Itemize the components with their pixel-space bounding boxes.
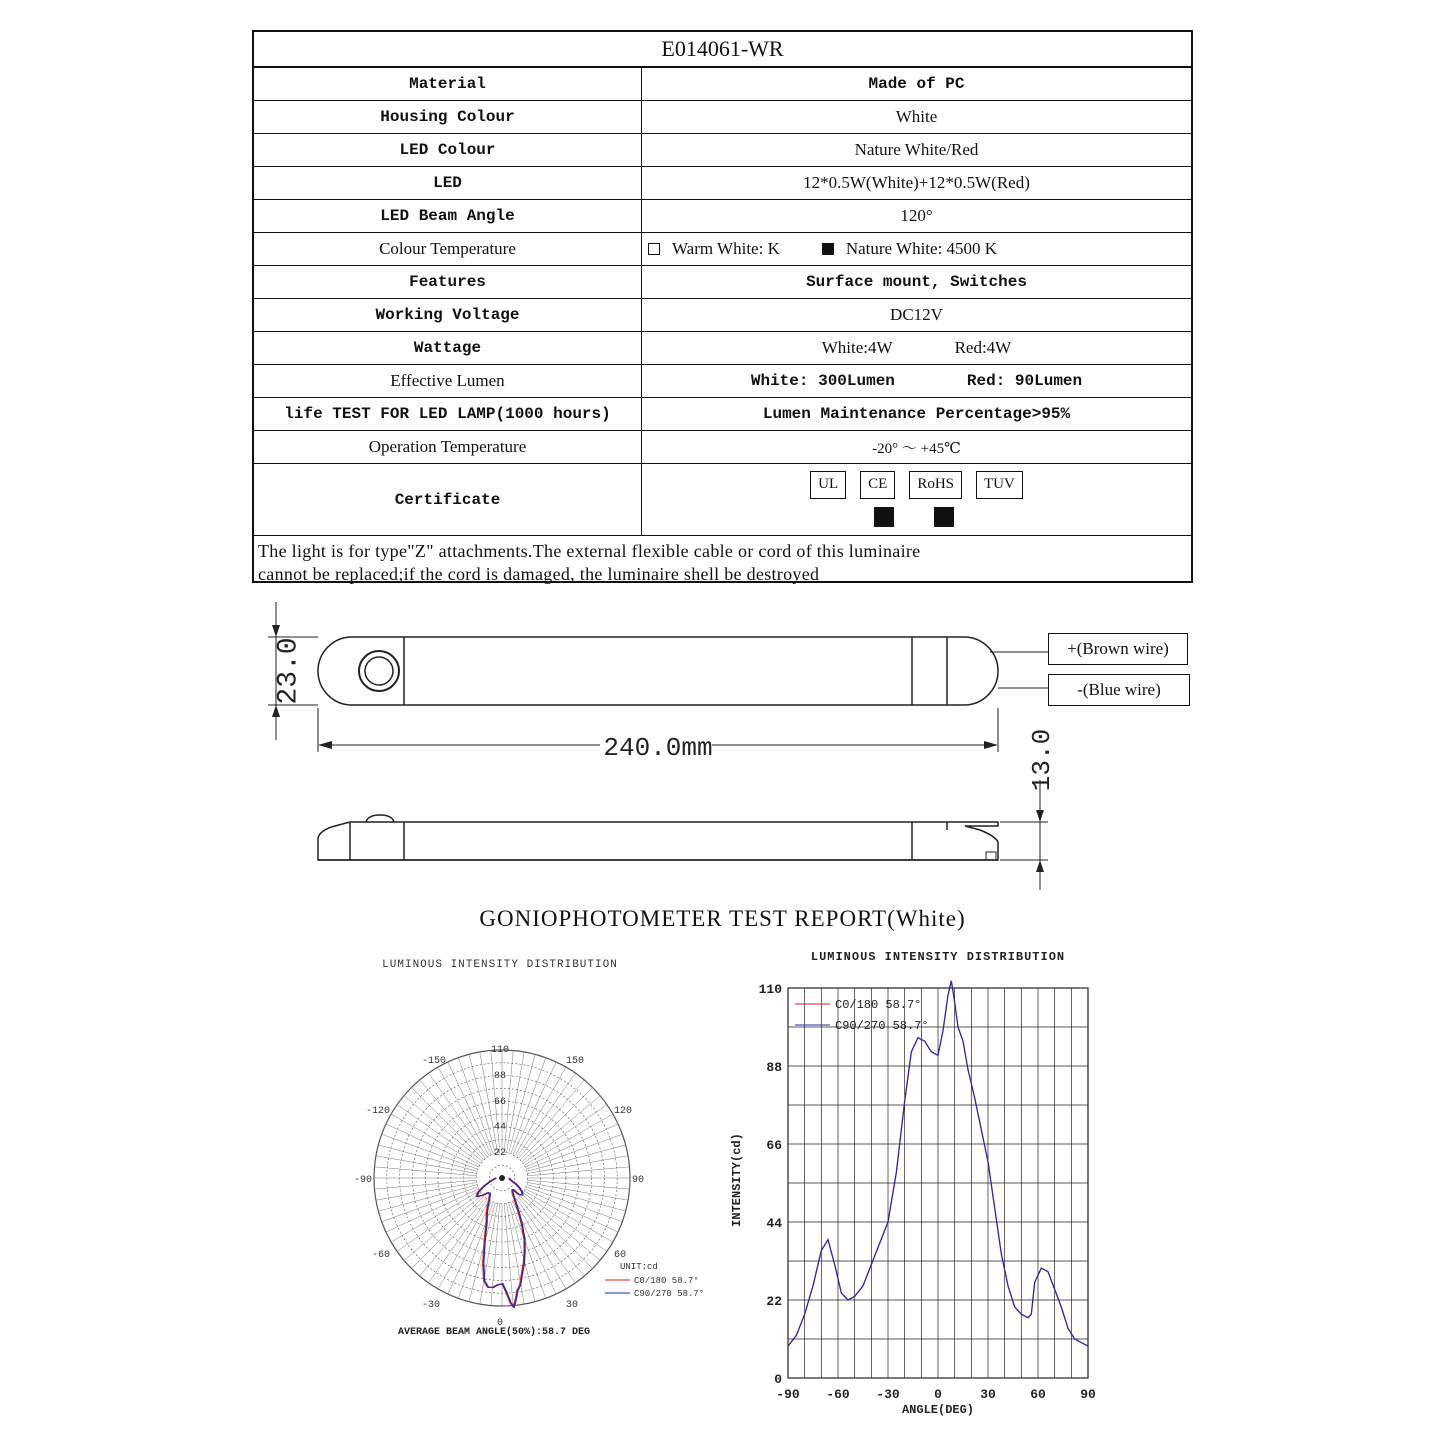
spec-row-housing-colour bbox=[254, 101, 1191, 134]
polar-radial-label: 88 bbox=[493, 1071, 507, 1082]
polar-grid-spoke bbox=[420, 1198, 486, 1276]
polar-chart bbox=[340, 945, 720, 1355]
polar-angle-label: -90 bbox=[354, 1175, 373, 1186]
polar-grid-spoke bbox=[469, 1054, 496, 1153]
warm-white-checkbox bbox=[648, 243, 660, 255]
warm-white-label: Warm White: K bbox=[672, 239, 780, 258]
y-tick-label: 110 bbox=[758, 982, 782, 997]
polar-radial-label: 66 bbox=[493, 1097, 507, 1108]
spec-value: Lumen Maintenance Percentage>95% bbox=[762, 405, 1071, 423]
polar-radial-label: 22 bbox=[493, 1148, 507, 1159]
polar-grid-spoke bbox=[376, 1156, 477, 1174]
intensity-line-chart bbox=[690, 940, 1110, 1420]
polar-grid-spoke bbox=[397, 1193, 481, 1252]
spec-label: Wattage bbox=[254, 332, 642, 364]
technical-drawing bbox=[0, 590, 1445, 900]
polar-grid-spoke bbox=[391, 1191, 480, 1242]
spec-row-beam-angle bbox=[254, 200, 1191, 233]
legend-c0: C0/180 58.7° bbox=[835, 998, 922, 1012]
spec-value: White bbox=[895, 107, 938, 126]
ce-checked-mark bbox=[874, 507, 894, 527]
polar-grid-spoke bbox=[509, 1054, 536, 1153]
polar-grid-spoke bbox=[404, 1096, 482, 1162]
x-tick-label: -90 bbox=[776, 1387, 800, 1402]
spec-row-working-voltage bbox=[254, 299, 1191, 332]
spec-value: 120° bbox=[900, 206, 933, 225]
polar-grid-spoke bbox=[528, 1167, 630, 1176]
spec-label: Operation Temperature bbox=[254, 431, 642, 463]
polar-radial-label: 110 bbox=[490, 1045, 510, 1056]
polar-radial-label: 44 bbox=[493, 1122, 507, 1133]
x-tick-label: -30 bbox=[876, 1387, 900, 1402]
spec-label: life TEST FOR LED LAMP(1000 hours) bbox=[254, 398, 642, 430]
cert-ul: UL bbox=[810, 471, 846, 499]
polar-grid-spoke bbox=[378, 1145, 477, 1172]
cert-rohs: RoHS bbox=[909, 471, 962, 499]
negative-wire-label: -(Blue wire) bbox=[1048, 674, 1190, 706]
polar-grid-spoke bbox=[448, 1062, 491, 1155]
x-tick-label: -60 bbox=[826, 1387, 850, 1402]
spec-row-effective-lumen bbox=[254, 365, 1191, 398]
lumen-red: Red: 90Lumen bbox=[966, 372, 1083, 390]
polar-grid-spoke bbox=[509, 1203, 536, 1302]
spec-row-led-colour bbox=[254, 134, 1191, 167]
polar-grid-spoke bbox=[506, 1052, 524, 1153]
x-tick-label: 0 bbox=[934, 1387, 942, 1402]
polar-grid-spoke bbox=[527, 1156, 628, 1174]
spec-value: -20° ～ +45℃ bbox=[872, 440, 961, 457]
polar-grid-spoke bbox=[386, 1124, 479, 1167]
spec-row-operation-temperature bbox=[254, 431, 1191, 464]
lamp-side-outline bbox=[318, 822, 998, 860]
x-tick-label: 30 bbox=[980, 1387, 996, 1402]
polar-angle-label: 0 bbox=[496, 1318, 504, 1329]
spec-value: Surface mount, Switches bbox=[806, 273, 1027, 291]
polar-angle-label: 60 bbox=[614, 1250, 627, 1261]
polar-angle-label: -60 bbox=[372, 1250, 391, 1261]
wattage-red: Red:4W bbox=[954, 338, 1012, 357]
cert-ce: CE bbox=[860, 471, 895, 499]
polar-grid-spoke bbox=[438, 1067, 489, 1156]
polar-grid-spoke bbox=[391, 1114, 480, 1165]
polar-grid-spoke bbox=[517, 1073, 576, 1157]
polar-grid-spoke bbox=[376, 1182, 477, 1200]
spec-row-material bbox=[254, 68, 1191, 101]
polar-grid-spoke bbox=[506, 1203, 524, 1304]
spec-label: LED bbox=[254, 167, 642, 199]
spec-label: Working Voltage bbox=[254, 299, 642, 331]
length-dimension: 240.0mm bbox=[603, 733, 713, 763]
spec-label: Colour Temperature bbox=[254, 233, 642, 265]
spec-row-led bbox=[254, 167, 1191, 200]
positive-wire-label: +(Brown wire) bbox=[1048, 633, 1188, 665]
polar-grid-spoke bbox=[524, 1191, 613, 1242]
cable-note: The light is for type"Z" attachments.The external flexible cable or cord of this luminaire cannot be replaced;if the cord is damaged, the luminaire shell be destroyed bbox=[258, 541, 921, 584]
spec-row-colour-temperature bbox=[254, 233, 1191, 266]
report-title: GONIOPHOTOMETER TEST REPORT(White) bbox=[479, 906, 966, 931]
y-tick-label: 66 bbox=[766, 1138, 782, 1153]
polar-grid-spoke bbox=[522, 1096, 600, 1162]
polar-grid-spoke bbox=[527, 1182, 628, 1200]
polar-angle-label: -150 bbox=[422, 1056, 447, 1067]
spec-value: 12*0.5W(White)+12*0.5W(Red) bbox=[803, 173, 1030, 192]
wattage-white: White:4W bbox=[821, 338, 893, 357]
depth-dimension: 13.0 bbox=[1026, 728, 1057, 792]
spec-label: Housing Colour bbox=[254, 101, 642, 133]
switch-side-icon bbox=[366, 815, 394, 822]
polar-angle-label: 30 bbox=[566, 1300, 579, 1311]
polar-grid-spoke bbox=[524, 1114, 613, 1165]
polar-grid-spoke bbox=[378, 1185, 477, 1212]
x-tick-label: 90 bbox=[1080, 1387, 1096, 1402]
polar-grid-spoke bbox=[515, 1067, 566, 1156]
spec-label: LED Beam Angle bbox=[254, 200, 642, 232]
spec-value: Nature White/Red bbox=[854, 140, 979, 159]
polar-unit: UNIT:cd bbox=[620, 1262, 658, 1272]
polar-angle-label: 120 bbox=[614, 1106, 633, 1117]
polar-grid-spoke bbox=[513, 1062, 556, 1155]
polar-grid-spoke bbox=[397, 1105, 481, 1164]
polar-grid-spoke bbox=[438, 1200, 489, 1289]
polar-legend-c0: C0/180 58.7° bbox=[634, 1276, 699, 1286]
polar-grid-spoke bbox=[527, 1145, 626, 1172]
polar-grid-spoke bbox=[518, 1198, 584, 1276]
spec-row-life-test bbox=[254, 398, 1191, 431]
lumen-white: White: 300Lumen bbox=[750, 372, 895, 390]
polar-grid-spoke bbox=[404, 1194, 482, 1260]
polar-angle-label: 90 bbox=[632, 1175, 645, 1186]
polar-legend-c90: C90/270 58.7° bbox=[634, 1289, 705, 1299]
x-tick-label: 60 bbox=[1030, 1387, 1046, 1402]
spec-label: Material bbox=[254, 68, 642, 100]
model-title: E014061-WR bbox=[254, 32, 1191, 68]
polar-grid-spoke bbox=[528, 1180, 630, 1189]
polar-angle-label: -120 bbox=[366, 1106, 391, 1117]
legend-c90: C90/270 58.7° bbox=[835, 1019, 929, 1033]
polar-grid-spoke bbox=[527, 1185, 626, 1212]
polar-grid-spoke bbox=[386, 1189, 479, 1232]
y-tick-label: 88 bbox=[766, 1060, 782, 1075]
rohs-checked-mark bbox=[934, 507, 954, 527]
polar-grid-spoke bbox=[522, 1194, 600, 1260]
spec-value: DC12V bbox=[890, 305, 943, 324]
spec-row-certificate bbox=[254, 464, 1191, 536]
chart-title: LUMINOUS INTENSITY DISTRIBUTION bbox=[810, 950, 1066, 964]
y-tick-label: 44 bbox=[766, 1216, 782, 1231]
polar-title: LUMINOUS INTENSITY DISTRIBUTION bbox=[382, 959, 618, 971]
polar-curve-c0 bbox=[476, 1178, 524, 1307]
spec-label: Effective Lumen bbox=[254, 365, 642, 397]
spec-row-wattage bbox=[254, 332, 1191, 365]
polar-grid-spoke bbox=[525, 1124, 618, 1167]
y-tick-label: 0 bbox=[774, 1372, 782, 1387]
polar-grid-spoke bbox=[429, 1199, 488, 1283]
polar-grid-spoke bbox=[420, 1080, 486, 1158]
spec-label: Features bbox=[254, 266, 642, 298]
spec-label: Certificate bbox=[254, 464, 642, 535]
polar-footer: AVERAGE BEAM ANGLE(50%):58.7 DEG bbox=[398, 1327, 591, 1338]
polar-center-dot bbox=[499, 1175, 505, 1181]
nature-white-checkbox bbox=[822, 243, 834, 255]
x-axis-label: ANGLE(DEG) bbox=[901, 1403, 975, 1417]
polar-grid-spoke bbox=[518, 1080, 584, 1158]
polar-grid-spoke bbox=[525, 1189, 618, 1232]
polar-grid-spoke bbox=[480, 1203, 498, 1304]
spec-value: Made of PC bbox=[868, 75, 965, 93]
y-tick-label: 22 bbox=[766, 1294, 782, 1309]
nature-white-label: Nature White: 4500 K bbox=[845, 239, 998, 258]
polar-angle-label: -30 bbox=[422, 1300, 441, 1311]
lamp-top-outline bbox=[318, 637, 998, 705]
polar-angle-label: 150 bbox=[566, 1056, 585, 1067]
height-dimension: 23.0 bbox=[273, 637, 305, 705]
spec-table bbox=[252, 30, 1193, 583]
y-axis-label: INTENSITY(cd) bbox=[730, 1133, 744, 1227]
spec-label: LED Colour bbox=[254, 134, 642, 166]
cert-tuv: TUV bbox=[976, 471, 1023, 499]
spec-row-features bbox=[254, 266, 1191, 299]
